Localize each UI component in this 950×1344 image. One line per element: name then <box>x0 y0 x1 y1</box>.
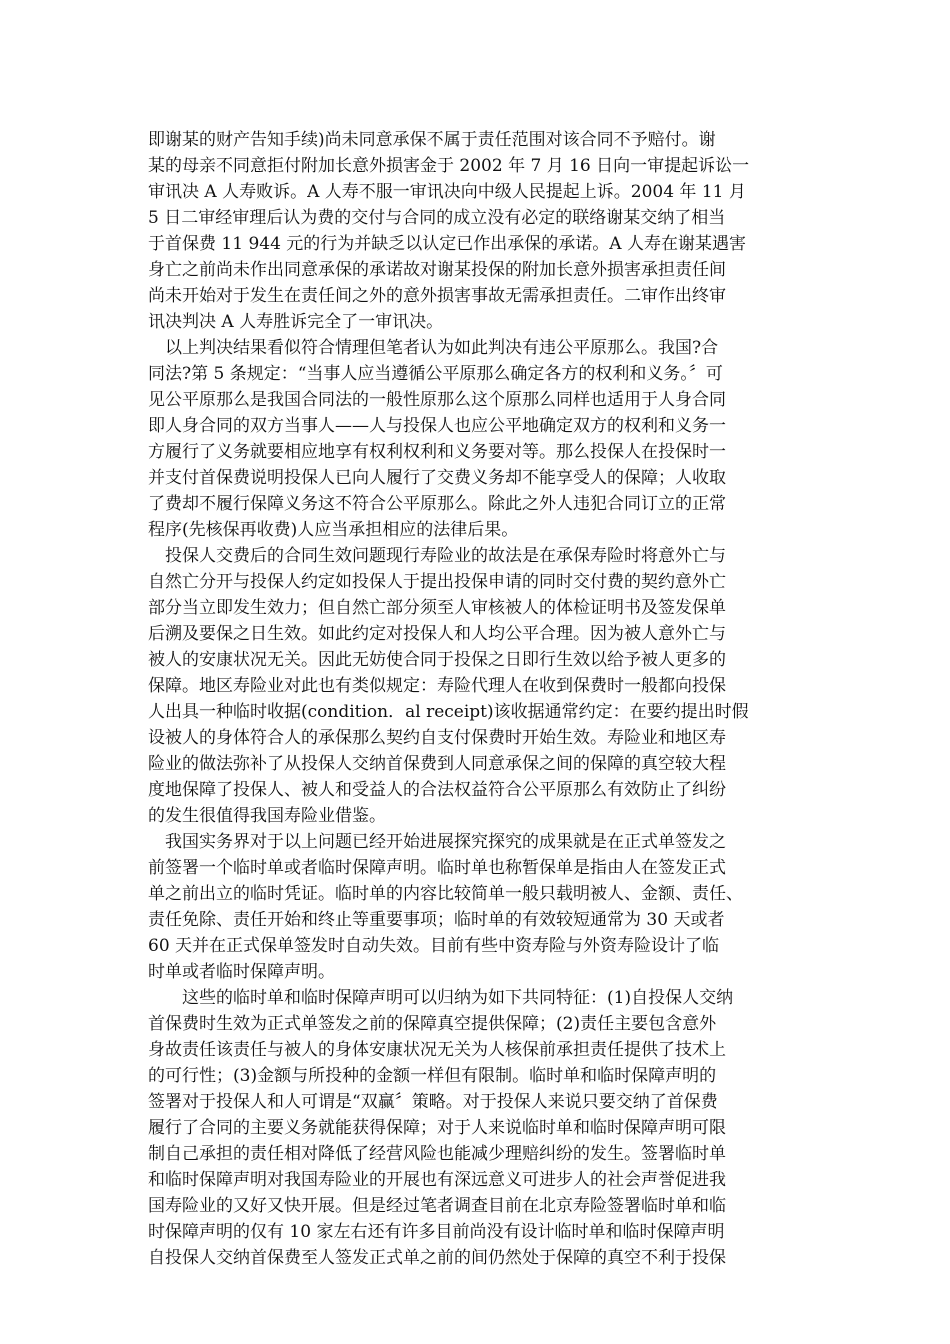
text-line: 5 日二审经审理后认为费的交付与合同的成立没有必定的联络谢某交纳了相当 <box>148 208 726 228</box>
text-line: 时保障声明的仅有 10 家左右还有许多目前尚没有设计临时单和临时保障声明 <box>148 1222 725 1242</box>
text-line: 人出具一种临时收据(condition．al receipt)该收据通常约定：在要约提出时假 <box>148 702 749 722</box>
text-line: 见公平原那么是我国合同法的一般性原那么这个原那么同样也适用于人身合同 <box>148 390 726 410</box>
text-line: 某的母亲不同意拒付附加长意外损害金于 2002 年 7 月 16 日向一审提起诉讼一 <box>148 156 750 176</box>
text-line: 身亡之前尚未作出同意承保的承诺故对谢某投保的附加长意外损害承担责任间 <box>148 260 726 280</box>
body-text <box>148 127 808 1271</box>
text-line: 同法?第 5 条规定：“当事人应当遵循公平原那么确定各方的权利和义务。〞可 <box>148 364 723 384</box>
text-line: 被人的安康状况无关。因此无妨使合同于投保之日即行生效以给予被人更多的 <box>148 650 726 670</box>
text-line: 的可行性；(3)金额与所投种的金额一样但有限制。临时单和临时保障声明的 <box>148 1066 717 1086</box>
text-line: 身故责任该责任与被人的身体安康状况无关为人核保前承担责任提供了技术上 <box>148 1040 726 1060</box>
text-line: 单之前出立的临时凭证。临时单的内容比较简单一般只载明被人、金额、责任、 <box>148 884 743 904</box>
text-line: 以上判决结果看似符合情理但笔者认为如此判决有违公平原那么。我国?合 <box>148 338 719 358</box>
text-line: 审讯决 A 人寿败诉。A 人寿不服一审讯决向中级人民提起上诉。2004 年 11 月 <box>148 182 746 202</box>
text-line: 国寿险业的又好又快开展。但是经过笔者调查目前在北京寿险签署临时单和临 <box>148 1196 726 1216</box>
text-line: 讯决判决 A 人寿胜诉完全了一审讯决。 <box>148 312 444 332</box>
text-line: 时单或者临时保障声明。 <box>148 962 335 982</box>
text-line: 后溯及要保之日生效。如此约定对投保人和人均公平合理。因为被人意外亡与 <box>148 624 726 644</box>
text-line: 即人身合同的双方当事人——人与投保人也应公平地确定双方的权利和义务一 <box>148 416 726 436</box>
text-line: 了费却不履行保障义务这不符合公平原那么。除此之外人违犯合同订立的正常 <box>148 494 726 514</box>
text-line: 设被人的身体符合人的承保那么契约自支付保费时开始生效。寿险业和地区寿 <box>148 728 726 748</box>
text-line: 即谢某的财产告知手续)尚未同意承保不属于责任范围对该合同不予赔付。谢 <box>148 130 716 150</box>
text-line: 我国实务界对于以上问题已经开始进展探究探究的成果就是在正式单签发之 <box>148 832 726 852</box>
text-line: 首保费时生效为正式单签发之前的保障真空提供保障；(2)责任主要包含意外 <box>148 1014 717 1034</box>
text-line: 和临时保障声明对我国寿险业的开展也有深远意义可进步人的社会声誉促进我 <box>148 1170 726 1190</box>
text-line: 履行了合同的主要义务就能获得保障；对于人来说临时单和临时保障声明可限 <box>148 1118 726 1138</box>
text-line: 投保人交费后的合同生效问题现行寿险业的故法是在承保寿险时将意外亡与 <box>148 546 726 566</box>
text-line: 方履行了义务就要相应地享有权利权利和义务要对等。那么投保人在投保时一 <box>148 442 726 462</box>
text-line: 险业的做法弥补了从投保人交纳首保费到人同意承保之间的保障的真空较大程 <box>148 754 726 774</box>
text-line: 度地保障了投保人、被人和受益人的合法权益符合公平原那么有效防止了纠纷 <box>148 780 726 800</box>
text-line: 这些的临时单和临时保障声明可以归纳为如下共同特征：(1)自投保人交纳 <box>148 988 734 1008</box>
text-line: 责任免除、责任开始和终止等重要事项；临时单的有效较短通常为 30 天或者 <box>148 910 725 930</box>
text-line: 前签署一个临时单或者临时保障声明。临时单也称暂保单是指由人在签发正式 <box>148 858 726 878</box>
text-line: 60 天并在正式保单签发时自动失效。目前有些中资寿险与外资寿险设计了临 <box>148 936 720 956</box>
text-line: 自投保人交纳首保费至人签发正式单之前的间仍然处于保障的真空不利于投保 <box>148 1248 726 1268</box>
text-line: 保障。地区寿险业对此也有类似规定：寿险代理人在收到保费时一般都向投保 <box>148 676 726 696</box>
text-line: 制自己承担的责任相对降低了经营风险也能减少理赔纠纷的发生。签署临时单 <box>148 1144 726 1164</box>
text-line: 的发生很值得我国寿险业借鉴。 <box>148 806 386 826</box>
text-line: 尚未开始对于发生在责任间之外的意外损害事故无需承担责任。二审作出终审 <box>148 286 726 306</box>
text-line: 并支付首保费说明投保人已向人履行了交费义务却不能享受人的保障；人收取 <box>148 468 726 488</box>
text-line: 于首保费 11 944 元的行为并缺乏以认定已作出承保的承诺。A 人寿在谢某遇害 <box>148 234 746 254</box>
text-line: 自然亡分开与投保人约定如投保人于提出投保申请的同时交付费的契约意外亡 <box>148 572 726 592</box>
text-line: 签署对于投保人和人可谓是“双赢〞策略。对于投保人来说只要交纳了首保费 <box>148 1092 718 1112</box>
text-line: 部分当立即发生效力；但自然亡部分须至人审核被人的体检证明书及签发保单 <box>148 598 726 618</box>
text-line: 程序(先核保再收费)人应当承担相应的法律后果。 <box>148 520 519 540</box>
